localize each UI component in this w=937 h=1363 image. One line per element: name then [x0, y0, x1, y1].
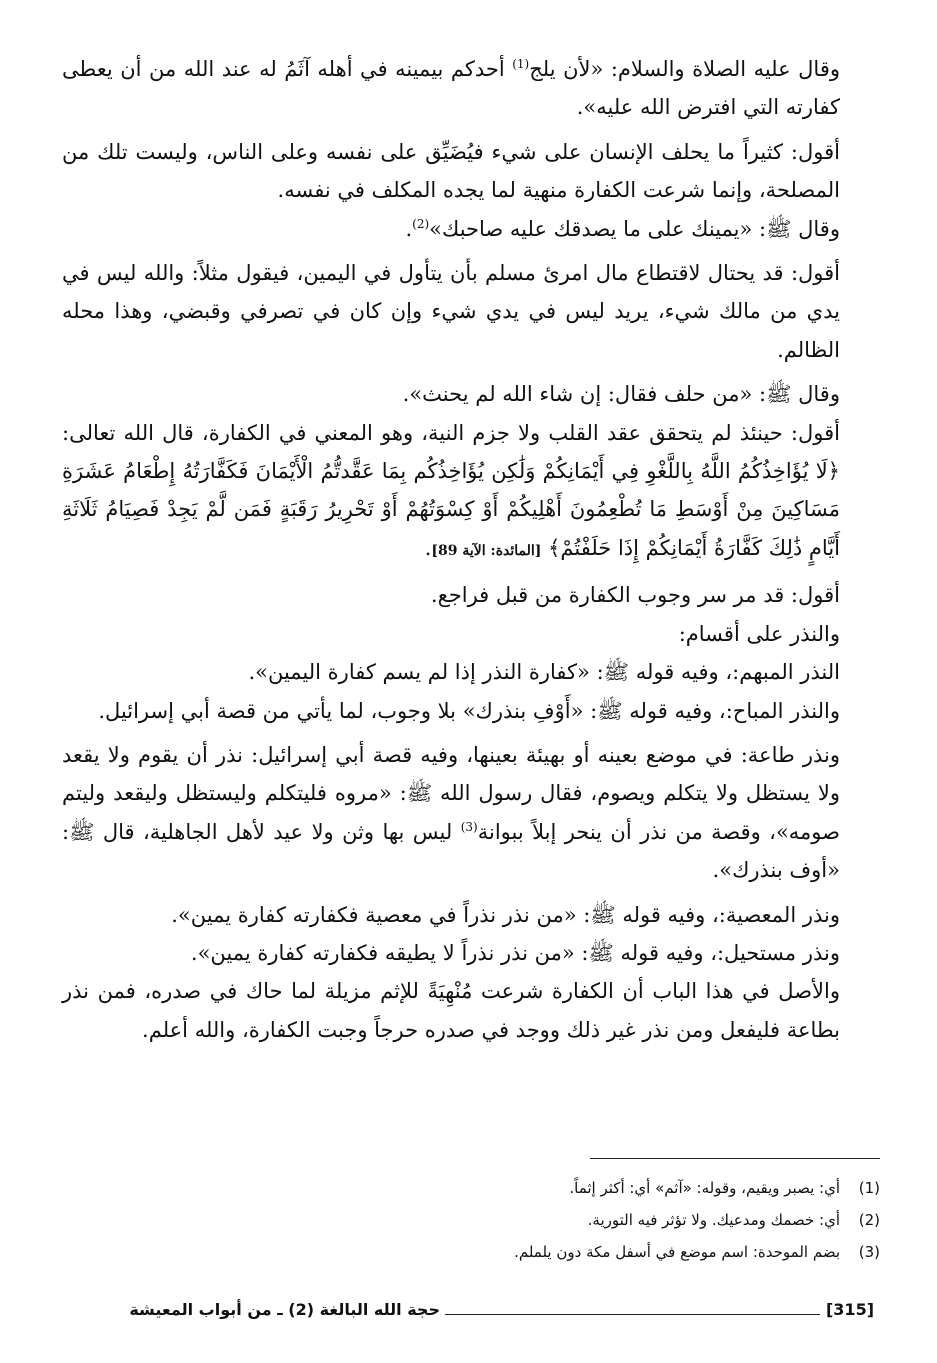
footnote-1: [300, 1172, 880, 1204]
main-text: [62, 50, 868, 1049]
paragraph-1: [62, 50, 868, 127]
paragraph-10: والنذر المباح:، وفيه قوله ﷺ: «أَوْفِ بنذرك» بلا وجوب، لما يأتي من قصة أبي إسرائيل.: [98, 698, 840, 723]
paragraph-2: أقول: كثيراً ما يحلف الإنسان على شيء فيُضَيِّق على نفسه وعلى الناس، وليست تلك من المصلحة، وإنما شرعت الكفارة منهية لما يجده المكلف في نفسه.: [62, 139, 840, 203]
footnote-divider: [590, 1158, 880, 1159]
book-title: حجة الله البالغة (2) ـ من أبواب المعيشة: [129, 1300, 440, 1319]
footnote-text: بضم الموحدة: اسم موضع في أسفل مكة دون يلملم.: [514, 1243, 840, 1261]
paragraph-3-end: .: [405, 216, 413, 241]
paragraph-3: [62, 210, 868, 248]
footnote-3: [300, 1236, 880, 1268]
paragraph-11-text-b: ليس بها وثن ولا عيد لأهل الجاهلية، قال ﷺ: «أوف بنذرك».: [62, 819, 840, 883]
footnote-number: (3): [858, 1243, 880, 1261]
footnote-2: [300, 1204, 880, 1236]
paragraph-9: النذر المبهم:، وفيه قوله ﷺ: «كفارة النذر إذا لم يسم كفارة اليمين».: [248, 660, 840, 685]
footnote-ref-3: (3): [460, 819, 478, 834]
footnote-ref-2: (2): [412, 216, 430, 231]
footnotes: [300, 1172, 880, 1268]
paragraph-1-text: وقال عليه الصلاة والسلام: «لأن يلج: [529, 57, 841, 81]
paragraph-7: أقول: قد مر سر وجوب الكفارة من قبل فراجع.: [430, 583, 840, 608]
paragraph-14: والأصل في هذا الباب أن الكفارة شرعت مُنْهِيَةً للإثم مزيلة لما حاك في صدره، فمن نذر بطاعة فليفعل ومن نذر غير ذلك ووجد في صدره حرجاً وجبت الكفارة، والله أعلم.: [62, 979, 840, 1042]
paragraph-1-text-b: أحدكم بيمينه في أهله آثَمُ له عند الله من أن يعطى كفارته التي افترض الله عليه».: [62, 57, 840, 120]
paragraph-12: ونذر المعصية:، وفيه قوله ﷺ: «من نذر نذراً في معصية فكفارته كفارة يمين».: [171, 902, 840, 927]
paragraph-6-text: أقول: حينئذ لم يتحقق عقد القلب ولا جزم النية، وهو المعني في الكفارة، قال الله تعالى: ﴿لَا يُؤَاخِذُكُمُ اللَّهُ بِاللَّغْوِ فِي أَيْمَانِكُمْ وَلَٰكِن يُؤَاخِذُكُم بِمَا عَقَّدتُّمُ الْأَيْمَانَ فَكَفَّارَتُهُ إِطْعَامُ عَشَرَةِ مَسَاكِينَ مِنْ أَوْسَطِ مَا تُطْعِمُونَ أَهْلِيكُمْ أَوْ كِسْوَتُهُمْ أَوْ تَحْرِيرُ رَقَبَةٍ فَمَن لَّمْ يَجِدْ فَصِيَامُ ثَلَاثَةِ أَيَّامٍ ذَٰلِكَ كَفَّارَةُ أَيْمَانِكُمْ إِذَا حَلَفْتُمْ﴾: [62, 420, 840, 560]
paragraph-11-text: ونذر طاعة: في موضع بعينه أو بهيئة بعينها، وفيه قصة أبي إسرائيل: نذر أن يقوم ولا يقعد ولا يستظل ولا يتكلم ويصوم، فقال رسول الله ﷺ: «مروه فليتكلم وليستظل وليقعد وليتم صومه»، وقصة من نذر أن ينحر إبلاً ببوانة: [62, 742, 840, 844]
paragraph-3-text: وقال ﷺ: «يمينك على ما يصدقك عليه صاحبك»: [429, 216, 840, 241]
page-number: [315]: [825, 1300, 875, 1319]
paragraph-13: ونذر مستحيل:، وفيه قوله ﷺ: «من نذر نذراً لا يطيقه فكفارته كفارة يمين».: [190, 940, 840, 965]
footer-divider: [445, 1314, 820, 1315]
footnote-ref-1: (1): [512, 57, 530, 71]
footnote-text: أي: يصبر ويقيم، وقوله: «آثم» أي: أكثر إثماً.: [569, 1179, 840, 1197]
paragraph-8: والنذر على أقسام:: [678, 621, 840, 646]
paragraph-6-end: .: [424, 535, 432, 560]
quran-reference: [المائدة: الآية 89]: [431, 542, 542, 559]
paragraph-5: وقال ﷺ: «من حلف فقال: إن شاء الله لم يحنث».: [402, 382, 840, 407]
paragraph-6: [62, 414, 868, 571]
footnote-number: (2): [858, 1211, 880, 1229]
footnote-text: أي: خصمك ومدعيك. ولا تؤثر فيه التورية.: [587, 1211, 840, 1229]
footnote-number: (1): [858, 1179, 880, 1197]
paragraph-4: أقول: قد يحتال لاقتطاع مال امرئ مسلم بأن يتأول في اليمين، فيقول مثلاً: والله ليس في يدي من مالك شيء، يريد ليس في يدي شيء وإن كان في تصرفي وقبضي، وهذا محله الظالم.: [62, 261, 840, 362]
paragraph-11: [62, 736, 868, 890]
